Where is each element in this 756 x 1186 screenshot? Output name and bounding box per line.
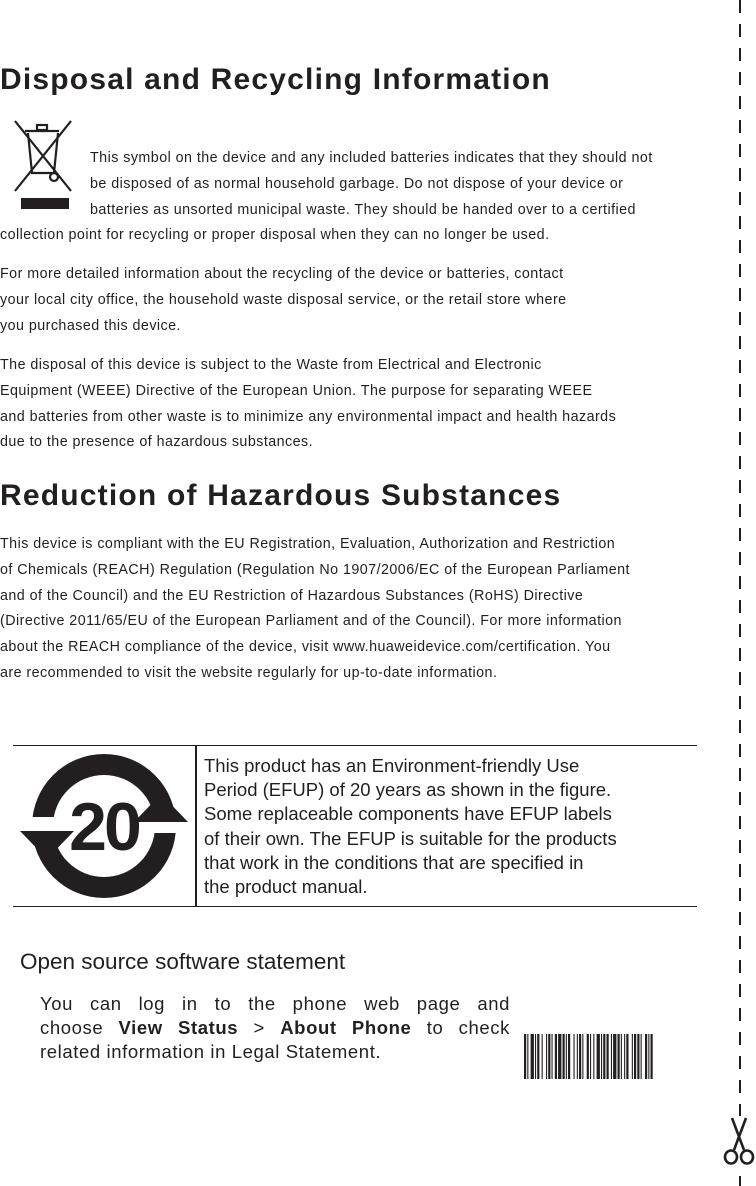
barcode-bar bbox=[607, 1034, 609, 1079]
text-line: and batteries from other waste is to minimize any environmental impact and health hazards bbox=[0, 408, 617, 425]
barcode-bar bbox=[566, 1034, 567, 1079]
barcode-bar bbox=[611, 1034, 612, 1079]
barcode-bar bbox=[527, 1034, 528, 1079]
text-line: This symbol on the device and any included batteries indicates that they should not bbox=[90, 150, 653, 166]
text-line: of Chemicals (REACH) Regulation (Regulation No 1907/2006/EC of the European Parliament bbox=[0, 561, 630, 578]
barcode-bar bbox=[624, 1034, 625, 1079]
text-line: be disposed of as normal household garbage. Do not dispose of your device or bbox=[90, 175, 624, 192]
barcode-bar bbox=[524, 1034, 526, 1079]
text-line: The disposal of this device is subject to the Waste from Electrical and Electronic bbox=[0, 357, 542, 373]
barcode-bar bbox=[601, 1034, 602, 1079]
barcode-bar bbox=[597, 1034, 600, 1079]
text-line: This product has an Environment-friendly Use bbox=[204, 755, 580, 776]
barcode-bar bbox=[645, 1034, 647, 1079]
barcode-bar bbox=[531, 1034, 534, 1079]
barcode-bar bbox=[651, 1034, 653, 1079]
barcode-bar bbox=[548, 1034, 550, 1079]
disposal-paragraph-2 bbox=[0, 262, 567, 339]
barcode-bar bbox=[637, 1034, 639, 1079]
path-separator: > bbox=[253, 1017, 281, 1038]
efup-20-years-icon bbox=[16, 751, 192, 901]
disposal-paragraph-1-indented bbox=[90, 146, 653, 223]
rohs-paragraph bbox=[0, 532, 630, 687]
barcode-bar bbox=[648, 1034, 649, 1079]
barcode-bar bbox=[590, 1034, 591, 1079]
open-source-paragraph bbox=[40, 992, 510, 1064]
menu-view-status: View Status bbox=[118, 1017, 239, 1038]
barcode-bar bbox=[587, 1034, 589, 1079]
barcode-bar bbox=[593, 1034, 594, 1079]
disposal-heading: Disposal and Recycling Information bbox=[0, 63, 551, 96]
weee-bin-icon bbox=[11, 119, 75, 211]
text-line: your local city office, the household waste disposal service, or the retail store where bbox=[0, 291, 567, 308]
barcode-bar bbox=[577, 1034, 578, 1079]
text-line: that work in the conditions that are specified in bbox=[204, 851, 584, 873]
text-line: Period (EFUP) of 20 years as shown in the figure. bbox=[204, 779, 612, 801]
text-line-with-menu-path bbox=[40, 1016, 510, 1040]
text-line: batteries as unsorted municipal waste. They should be handed over to a certified bbox=[90, 201, 636, 218]
text-line: Some replaceable components have EFUP labels bbox=[204, 803, 612, 825]
scissors-icon bbox=[722, 1116, 756, 1166]
text-line: You can log in to the phone web page and bbox=[40, 993, 510, 1014]
text-line: about the REACH compliance of the device, visit www.huaweidevice.com/certification. You bbox=[0, 639, 611, 656]
barcode-bar bbox=[626, 1034, 628, 1079]
barcode-bar bbox=[618, 1034, 620, 1079]
open-source-title: Open source software statement bbox=[20, 949, 346, 974]
barcode bbox=[524, 1034, 697, 1079]
text-line: For more detailed information about the recycling of the device or batteries, contact bbox=[0, 266, 564, 282]
text-line: related information in Legal Statement. bbox=[40, 1041, 382, 1062]
barcode-bar bbox=[555, 1034, 557, 1079]
barcode-bar bbox=[563, 1034, 565, 1079]
efup-description bbox=[204, 754, 617, 899]
text-line: (Directive 2011/65/EU of the European Parliament and of the Council). For more information bbox=[0, 613, 622, 630]
text-line: This device is compliant with the EU Registration, Evaluation, Authorization and Restriction bbox=[0, 536, 616, 552]
barcode-bar bbox=[537, 1034, 539, 1079]
text-line: are recommended to visit the website regularly for up-to-date information. bbox=[0, 664, 498, 681]
cut-line bbox=[739, 0, 741, 1186]
barcode-bar bbox=[634, 1034, 636, 1079]
barcode-bar bbox=[641, 1034, 642, 1079]
barcode-bar bbox=[558, 1034, 561, 1079]
text-line: and of the Council) and the EU Restriction of Hazardous Substances (RoHS) Directive bbox=[0, 587, 584, 604]
barcode-bar bbox=[546, 1034, 547, 1079]
text-segment: to check bbox=[426, 1017, 510, 1038]
barcode-bar bbox=[552, 1034, 553, 1079]
barcode-bar bbox=[613, 1034, 616, 1079]
disposal-paragraph-1-end bbox=[0, 223, 550, 249]
text-segment: choose bbox=[40, 1017, 119, 1038]
efup-table bbox=[13, 745, 697, 907]
disposal-paragraph-3 bbox=[0, 353, 616, 456]
barcode-bar bbox=[574, 1034, 575, 1079]
barcode-bar bbox=[621, 1034, 622, 1079]
text-line: the product manual. bbox=[204, 875, 368, 897]
efup-number: 20 bbox=[69, 789, 139, 865]
barcode-bar bbox=[535, 1034, 536, 1079]
barcode-bar bbox=[568, 1034, 570, 1079]
text-line: Equipment (WEEE) Directive of the European Union. The purpose for separating WEEE bbox=[0, 382, 593, 399]
barcode-bar bbox=[582, 1034, 583, 1079]
rohs-heading: Reduction of Hazardous Substances bbox=[0, 479, 562, 512]
text-line: you purchased this device. bbox=[0, 317, 181, 334]
barcode-bar bbox=[603, 1034, 605, 1079]
text-line: collection point for recycling or proper disposal when they can no longer be used. bbox=[0, 227, 550, 243]
menu-about-phone: About Phone bbox=[280, 1017, 412, 1038]
barcode-bar bbox=[632, 1034, 633, 1079]
text-line: of their own. The EFUP is suitable for the products bbox=[204, 827, 617, 849]
barcode-bar bbox=[579, 1034, 581, 1079]
barcode-bar bbox=[542, 1034, 543, 1079]
text-line: due to the presence of hazardous substances. bbox=[0, 434, 314, 451]
efup-table-divider bbox=[195, 746, 197, 906]
